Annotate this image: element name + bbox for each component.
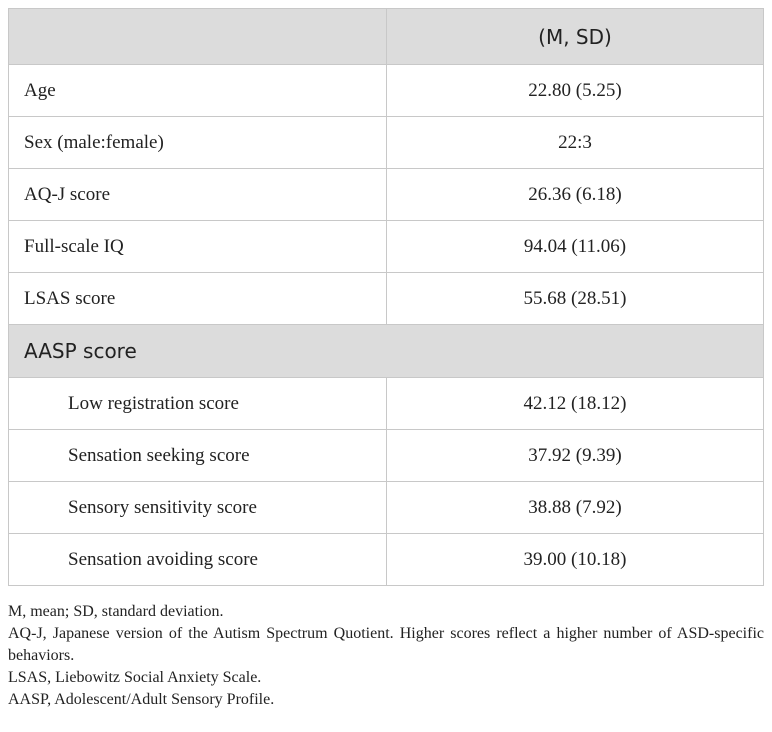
table-row [9, 482, 764, 534]
table-footnotes [8, 601, 764, 711]
header-empty-cell [9, 9, 387, 65]
table-row [9, 378, 764, 430]
footnote: LSAS, Liebowitz Social Anxiety Scale. [8, 669, 262, 686]
table-row [9, 430, 764, 482]
section-label: AASP score [9, 325, 764, 378]
table-row [9, 65, 764, 117]
table-header-row [9, 9, 764, 65]
footnote: AASP, Adolescent/Adult Sensory Profile. [8, 691, 275, 708]
table-row [9, 169, 764, 221]
demographics-table-container [8, 8, 764, 586]
subrow-value: 38.88 (7.92) [387, 482, 764, 534]
subrow-value: 42.12 (18.12) [387, 378, 764, 430]
row-value: 94.04 (11.06) [387, 221, 764, 273]
row-value: 22:3 [387, 117, 764, 169]
subrow-label: Low registration score [9, 378, 387, 430]
row-label: Age [9, 65, 387, 117]
subrow-label: Sensation avoiding score [9, 534, 387, 586]
row-label: AQ-J score [9, 169, 387, 221]
subrow-value: 39.00 (10.18) [387, 534, 764, 586]
subrow-value: 37.92 (9.39) [387, 430, 764, 482]
footnote: M, mean; SD, standard deviation. [8, 603, 224, 620]
table-row [9, 534, 764, 586]
table-row [9, 273, 764, 325]
footnote: AQ-J, Japanese version of the Autism Spectrum Quotient. Higher scores reflect a higher number of ASD-specific behaviors. [8, 625, 764, 664]
table-row [9, 117, 764, 169]
row-label: LSAS score [9, 273, 387, 325]
header-msd: (M, SD) [387, 9, 764, 65]
section-row-aasp [9, 325, 764, 378]
subrow-label: Sensation seeking score [9, 430, 387, 482]
row-label: Full-scale IQ [9, 221, 387, 273]
row-value: 22.80 (5.25) [387, 65, 764, 117]
demographics-table [8, 8, 764, 586]
row-value: 55.68 (28.51) [387, 273, 764, 325]
row-value: 26.36 (6.18) [387, 169, 764, 221]
table-row [9, 221, 764, 273]
subrow-label: Sensory sensitivity score [9, 482, 387, 534]
row-label: Sex (male:female) [9, 117, 387, 169]
